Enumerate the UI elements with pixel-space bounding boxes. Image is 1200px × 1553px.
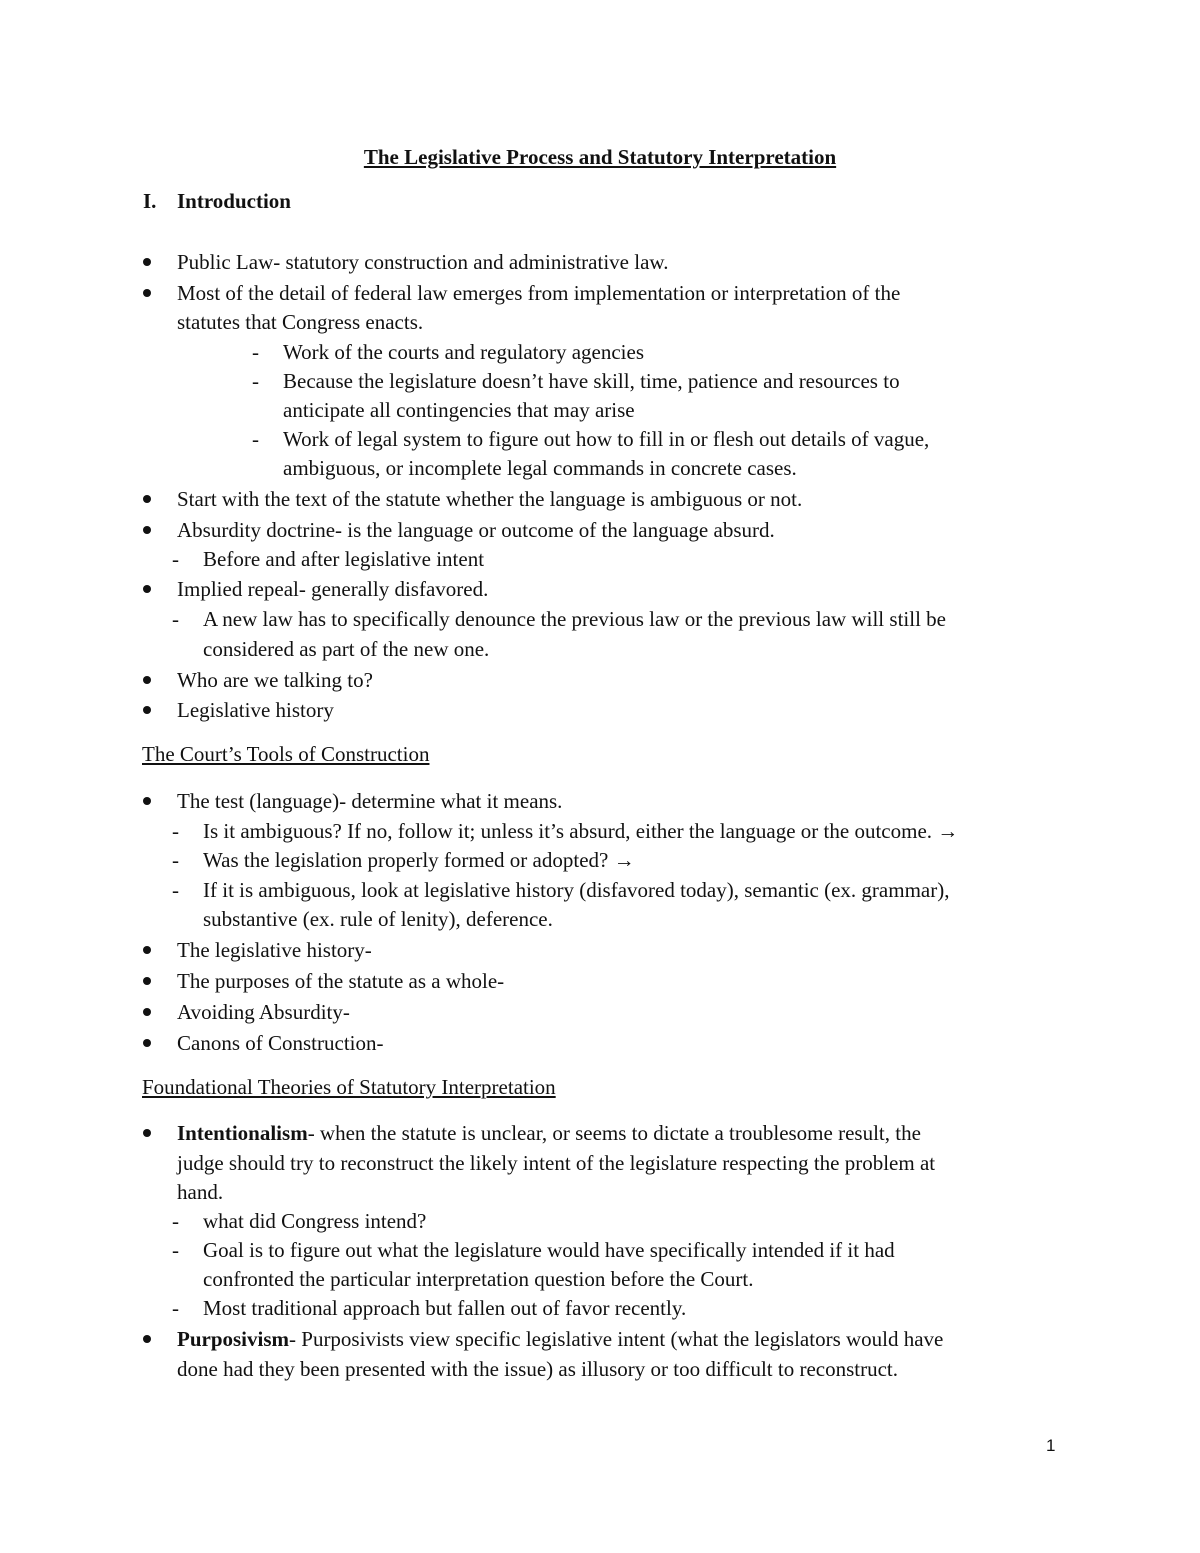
sub-item: Was the legislation properly formed or adopted? → bbox=[203, 848, 635, 872]
list-item: Who are we talking to? bbox=[177, 668, 373, 692]
bullet-icon bbox=[143, 258, 151, 266]
dash-marker: - bbox=[172, 547, 179, 571]
term-intentionalism: Intentionalism bbox=[177, 1121, 308, 1145]
sub-item: Is it ambiguous? If no, follow it; unless it’s absurd, either the language or the outcome. → bbox=[203, 819, 959, 843]
sub-item: Most traditional approach but fallen out of favor recently. bbox=[203, 1296, 687, 1320]
sub-item: Because the legislature doesn’t have skill, time, patience and resources to bbox=[283, 369, 900, 393]
sub-item: Goal is to figure out what the legislature would have specifically intended if it had bbox=[203, 1238, 895, 1262]
dash-marker: - bbox=[172, 607, 179, 631]
sub-item-continuation: confronted the particular interpretation question before the Court. bbox=[203, 1267, 754, 1291]
list-item-continuation: hand. bbox=[177, 1180, 224, 1204]
sub-item: A new law has to specifically denounce the previous law or the previous law will still be bbox=[203, 607, 946, 631]
bullet-icon bbox=[143, 526, 151, 534]
list-item bbox=[177, 1325, 943, 1353]
list-item: Absurdity doctrine- is the language or outcome of the language absurd. bbox=[177, 518, 775, 542]
list-item-continuation: statutes that Congress enacts. bbox=[177, 310, 424, 334]
list-item bbox=[177, 1119, 921, 1147]
list-item-continuation: judge should try to reconstruct the likely intent of the legislature respecting the problem at bbox=[177, 1151, 936, 1175]
bullet-icon bbox=[143, 495, 151, 503]
dash-marker: - bbox=[172, 878, 179, 902]
sub-item-continuation: considered as part of the new one. bbox=[203, 637, 490, 661]
bullet-icon bbox=[143, 1129, 151, 1137]
sub-item: Before and after legislative intent bbox=[203, 547, 485, 571]
list-item: The legislative history- bbox=[177, 938, 372, 962]
dash-marker: - bbox=[172, 1296, 179, 1320]
list-item: Implied repeal- generally disfavored. bbox=[177, 577, 489, 601]
page-number: 1 bbox=[1046, 1436, 1056, 1455]
list-item: Start with the text of the statute whether the language is ambiguous or not. bbox=[177, 487, 803, 511]
bullet-icon bbox=[143, 797, 151, 805]
sub-item-continuation: substantive (ex. rule of lenity), deference. bbox=[203, 907, 553, 931]
section-number: I. bbox=[143, 189, 157, 213]
bullet-icon bbox=[143, 706, 151, 714]
list-item: The test (language)- determine what it means. bbox=[177, 789, 563, 813]
list-item: The purposes of the statute as a whole- bbox=[177, 969, 505, 993]
dash-marker: - bbox=[252, 340, 259, 364]
sub-item-continuation: anticipate all contingencies that may arise bbox=[283, 398, 635, 422]
dash-marker: - bbox=[252, 427, 259, 451]
list-item: Most of the detail of federal law emerges from implementation or interpretation of the bbox=[177, 281, 901, 305]
list-item: Public Law- statutory construction and administrative law. bbox=[177, 250, 669, 274]
bullet-icon bbox=[143, 1335, 151, 1343]
list-item: Legislative history bbox=[177, 698, 334, 722]
list-item-continuation: done had they been presented with the issue) as illusory or too difficult to reconstruct. bbox=[177, 1357, 899, 1381]
bullet-icon bbox=[143, 977, 151, 985]
list-item: Canons of Construction- bbox=[177, 1031, 384, 1055]
sub-item-continuation: ambiguous, or incomplete legal commands in concrete cases. bbox=[283, 456, 797, 480]
bullet-icon bbox=[143, 289, 151, 297]
sub-item: If it is ambiguous, look at legislative history (disfavored today), semantic (ex. grammar), bbox=[203, 878, 950, 902]
definition-text: - when the statute is unclear, or seems to dictate a troublesome result, the bbox=[307, 1121, 921, 1145]
dash-marker: - bbox=[252, 369, 259, 393]
section-heading: Introduction bbox=[177, 189, 291, 213]
bullet-icon bbox=[143, 676, 151, 684]
sub-item: Work of legal system to figure out how to fill in or flesh out details of vague, bbox=[283, 427, 930, 451]
term-purposivism: Purposivism bbox=[177, 1327, 290, 1351]
dash-marker: - bbox=[172, 1209, 179, 1233]
bullet-icon bbox=[143, 1039, 151, 1047]
sub-item: Work of the courts and regulatory agencies bbox=[283, 340, 645, 364]
dash-marker: - bbox=[172, 1238, 179, 1262]
bullet-icon bbox=[143, 946, 151, 954]
bullet-icon bbox=[143, 1008, 151, 1016]
dash-marker: - bbox=[172, 848, 179, 872]
sub-item: what did Congress intend? bbox=[203, 1209, 427, 1233]
document-title: The Legislative Process and Statutory Interpretation bbox=[363, 145, 837, 169]
definition-text: - Purposivists view specific legislative intent (what the legislators would have bbox=[289, 1327, 944, 1351]
section-subheading: Foundational Theories of Statutory Interpretation bbox=[142, 1075, 556, 1099]
section-subheading: The Court’s Tools of Construction bbox=[142, 742, 430, 766]
list-item: Avoiding Absurdity- bbox=[177, 1000, 350, 1024]
dash-marker: - bbox=[172, 819, 179, 843]
bullet-icon bbox=[143, 585, 151, 593]
